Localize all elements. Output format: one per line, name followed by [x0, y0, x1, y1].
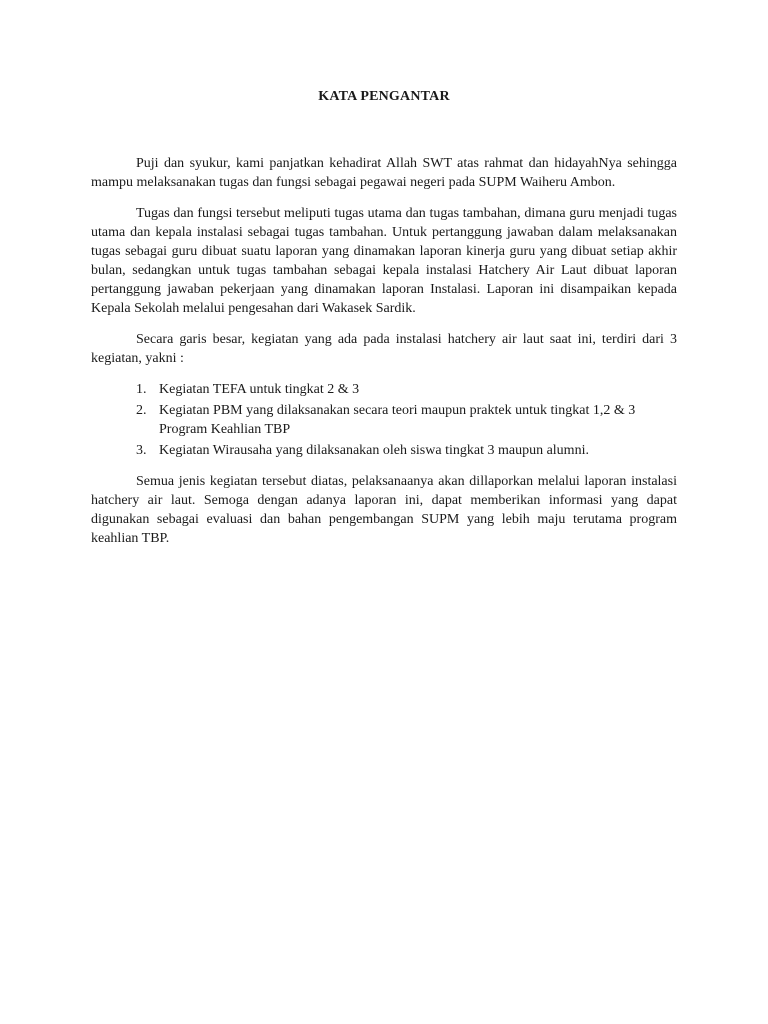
- list-item: [91, 380, 677, 399]
- list-item-number: 3.: [136, 443, 147, 458]
- document-title: KATA PENGANTAR: [318, 89, 450, 104]
- list-item-text: Kegiatan TEFA untuk tingkat 2 & 3: [159, 382, 360, 397]
- list-item-text: Kegiatan PBM yang dilaksanakan secara teori maupun praktek untuk tingkat 1,2 & 3 Program Keahlian TBP: [159, 403, 636, 437]
- list-item-number: 2.: [136, 403, 147, 418]
- paragraph-activities: Secara garis besar, kegiatan yang ada pada instalasi hatchery air laut saat ini, terdiri dari 3 kegiatan, yakni :: [91, 332, 677, 366]
- paragraph-duties: Tugas dan fungsi tersebut meliputi tugas utama dan tugas tambahan, dimana guru menjadi tugas utama dan kepala instalasi sebagai tugas tambahan. Untuk pertanggung jawaban dalam melaksanakan tugas sebagai guru dibuat suatu laporan yang dinamakan laporan kinerja guru yang dibuat setiap akhir bulan, sedangkan untuk tugas tambahan sebagai kepala instalasi Hatchery Air Laut dibuat laporan pertanggung jawaban pekerjaan yang dinamakan laporan Instalasi. Laporan ini disampaikan kepada Kepala Sekolah melalui pengesahan dari Wakasek Sardik.: [91, 206, 677, 316]
- activity-list: [91, 380, 677, 460]
- list-item-text: Kegiatan Wirausaha yang dilaksanakan oleh siswa tingkat 3 maupun alumni.: [159, 443, 589, 458]
- paragraph-intro: Puji dan syukur, kami panjatkan kehadirat Allah SWT atas rahmat dan hidayahNya sehingga mampu melaksanakan tugas dan fungsi sebagai pegawai negeri pada SUPM Waiheru Ambon.: [91, 156, 677, 190]
- list-item: [91, 441, 677, 460]
- list-item: [91, 401, 677, 439]
- document-body: [91, 87, 677, 560]
- paragraph-closing: Semua jenis kegiatan tersebut diatas, pelaksanaanya akan dillaporkan melalui laporan instalasi hatchery air laut. Semoga dengan adanya laporan ini, dapat memberikan informasi yang dapat digunakan sebagai evaluasi dan bahan pengembangan SUPM yang lebih maju terutama program keahlian TBP.: [91, 474, 677, 546]
- list-item-number: 1.: [136, 382, 147, 397]
